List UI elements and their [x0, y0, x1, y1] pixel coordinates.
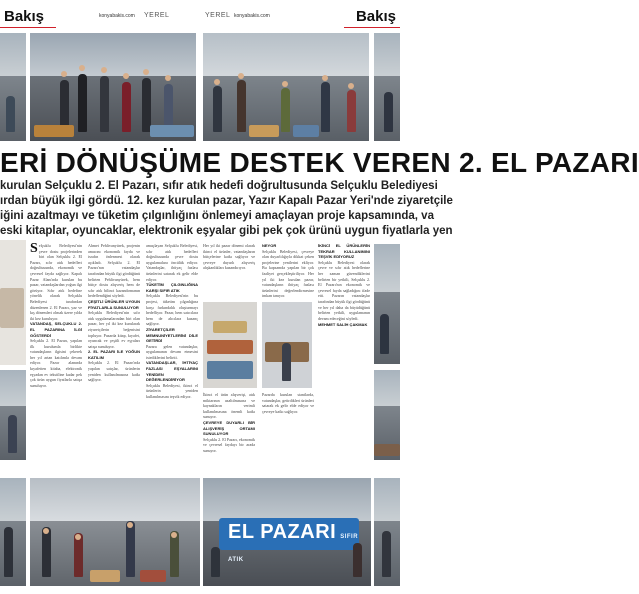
right-edge-photo [374, 370, 400, 460]
article-column-3 [146, 243, 198, 476]
article-text: Her yıl iki pazar dönemi olarak ikinci el ürünler, vatandaşların bütçelerine katkı sağlıyor ve çevreye duyarlı alışveriş alışkanlıkları kazandırıyor. [203, 243, 255, 271]
article-text: Pazarda kurulan stantlarda, vatandaşlar, getirdikleri ürünleri satarak ek gelir elde ediyor ve çevreye katkı sağlıyor. [262, 392, 314, 414]
article-text: elçuklu Belediyesi'nin çevre dostu projelerinden biri olan Selçuklu 2. El Pazarı, sıfır atık hedefleri doğrultusunda, ekonomik ve çevresel fayda sağlıyor. Kapalı Pazar Alanı'nda kurulan bu pazar, vatandaşlardan yoğun ilgi görüyor. Sıfır atık hedefine yönelik olarak Selçuklu Belediyesi tarafından düzenlenen 2. El Pazarı, yaz ve kış dönemleri olmak üzere yılda iki kez kuruluyor. [30, 243, 82, 321]
top-photo-right-edge [374, 33, 400, 141]
right-edge-photo [374, 244, 400, 364]
subheadline: ırdan büyük ilgi gördü. 12. kez kurulan pazar, Yazır Kapalı Pazar Yeri'nde ziyaretçile [0, 195, 453, 207]
newspaper-logo: Bakış [4, 8, 45, 25]
section-heading: ÇEŞİTLİ ÜRÜNLER UYGUN FİYATLARLA SUNULUYOR [88, 298, 140, 310]
subheadline: eski kitaplar, oyuncaklar, elektronik eşyalar gibi pek çok ürünü uygun fiyatlarla yen [0, 225, 453, 237]
section-label: YEREL [144, 12, 170, 19]
subheadline: iğini azaltmayı ve tüketim çılgınlığını önlemeyi amaçlayan proje kapsamında, va [0, 210, 434, 222]
goods-photo [203, 302, 257, 388]
el-pazari-banner [228, 521, 364, 563]
banner-subtext: SIFIR ATIK [228, 534, 359, 563]
article-column-4 [203, 392, 255, 476]
drop-cap: S [30, 241, 38, 256]
reporter-signature: MEHMET SALİH ÇAKMAK [318, 322, 368, 328]
article-column-5-top [262, 243, 314, 299]
article-column-1 [30, 243, 82, 476]
article-text: Selçuklu 2. El Pazarı, ekonomik ve çevresel faydayı bir arada sunuyor. [203, 436, 255, 453]
article-text: Selçuklu Belediyesi'nin bu projesi, tüketim çılgınlığına karşı farkındalık oluşturmayı hedefliyor. Pazar, hem satıcılara hem de alıcılara kazanç sağlıyor. [146, 293, 198, 327]
newspaper-logo: Bakış [355, 8, 396, 25]
bottom-photo-vendors [30, 478, 200, 586]
top-photo-stalls [203, 33, 369, 141]
article-column-2 [88, 243, 140, 476]
article-column-6 [318, 243, 370, 476]
article-text: Pazara gelen vatandaşlar, uygulamanın devam etmesini istediklerini belirtti. [146, 343, 198, 360]
left-edge-photo [0, 478, 26, 586]
site-url: konyabakis.com [99, 13, 135, 19]
right-edge-photo [374, 478, 400, 586]
section-heading: NEYOR [262, 243, 277, 248]
section-heading: 2. EL PAZARI İLE YOĞUN KATILIM [88, 349, 140, 360]
article-text: Ahmet Pehlivanyürek, projenin amacını ekonomik fayda ve israfın önlenmesi olarak açıkladı. Selçuklu 2. El Pazarı'nın vatandaşlar tarafından büyük ilgi gördüğünü belirten Pehlivanyürek, hem bütçe dostu alışveriş hem de sıfır atık bilinci kazandırmanın hedeflendiğini söyledi. [88, 243, 140, 299]
section-heading: İKİNCİ EL ÜRÜNLERİN TEKRAR KULLANIMINI TEŞVİK EDİYORUZ [318, 243, 370, 260]
section-heading: VATANDAŞ, SELÇUKLU 2. EL PAZARINA İLGİ GÖSTERDİ [30, 321, 82, 338]
article-column-5 [262, 392, 314, 476]
page-header [0, 8, 400, 28]
section-label: YEREL [205, 12, 231, 19]
section-heading: TÜKETİM ÇILGINLIĞINA KARŞI SIFIR ATIK [146, 282, 198, 293]
article-text: Selçuklu Belediyesi, çevreye olan duyarlılığıyla dikkat çeken projelerine yenilerini ekliyor. Bu kapsamda yapılan bir çok faaliyet gerçekleştiriliyor. Her yıl iki kez kurulan pazar, vatandaşların ihtiyaç fazlası ürünlerini değerlendirmesine imkan tanıyor. [262, 248, 314, 299]
banner-text: EL PAZARI [228, 521, 337, 543]
header-rule [0, 27, 56, 28]
article-column-4-top [203, 243, 255, 299]
header-rule [344, 27, 400, 28]
article-text: amaçlayan Selçuklu Belediyesi, sıfır atık hedefleri doğrultusunda çevre dostu uygulamalara öncülük ediyor. Vatandaşlar, ihtiyaç fazlası ürünlerini satarak ek gelir elde ediyor. [146, 243, 198, 282]
headline: ERİ DÖNÜŞÜME DESTEK VEREN 2. EL PAZARI [0, 147, 639, 178]
section-heading: ÇEVREYE DUYARLI BİR ALIŞVERİŞ ORTAMI SUNULUYOR [203, 419, 255, 437]
article-text: Selçuklu 2. El Pazarı, yapılan ilk kurulumla birlikte vatandaşların ilgisini çekerek her yıl artan katılımla devam ediyor. Pazar alanında kıyafetten kitaba, elektronik eşyadan ev tekstiline kadar pek çok ürün uygun fiyatlarla satışa sunuluyor. [30, 338, 82, 388]
top-photo-left-edge [0, 33, 26, 141]
stall-photo [262, 302, 312, 388]
article-text: İkinci el ürün alışverişi, atık miktarının azaltılmasına ve kaynakların verimli kullanılmasına önemli katkı sunuyor. [203, 392, 255, 420]
section-heading: VATANDAŞLAR, İHTİYAÇ FAZLASI EŞYALARINI YENİDEN DEĞERLENDİRİYOR [146, 360, 198, 383]
top-photo-crowd [30, 33, 196, 141]
article-text: Selçuklu 2. El Pazarı'nda yapılan satışlar, ürünlerin yeniden kullanılmasına katkı sağlıyor. [88, 360, 140, 383]
site-url: konyabakis.com [234, 13, 270, 19]
left-edge-photo [0, 370, 26, 460]
section-heading: ZİYARETÇİLER MEMNUNİYETLERİNİ DİLE GETİRDİ [146, 326, 198, 344]
article-text: Selçuklu Belediyesi, ikinci el ürünlerin yeniden kullanılmasını teşvik ediyor. [146, 382, 198, 400]
article-text: Selçuklu Belediyesi olarak çevre ve sıfır atık hedeflerine her zaman güvendiklerini belirten bir yetkili, Selçuklu 2. El Pazarı'nın ekonomik ve çevresel fayda sağladığını ifade etti. Pazarın vatandaşlar tarafından büyük ilgi gördüğünü ve her yıl daha da büyüdüğünü belirten yetkili, uygulamanın devam edeceğini söyledi. [318, 259, 370, 321]
left-edge-photo [0, 240, 26, 365]
subheadline: kurulan Selçuklu 2. El Pazarı, sıfır atık hedefi doğrultusunda Selçuklu Belediyesi [0, 180, 438, 192]
article-text: Selçuklu Belediyesi'nin sıfır atık uygulamalarından biri olan pazar, her yıl iki kez kurularak ziyaretçilerin beğenisini topluyor. Pazarda kitap, kıyafet, oyuncak ve çeşitli ev eşyaları satışa sunuluyor. [88, 310, 140, 349]
